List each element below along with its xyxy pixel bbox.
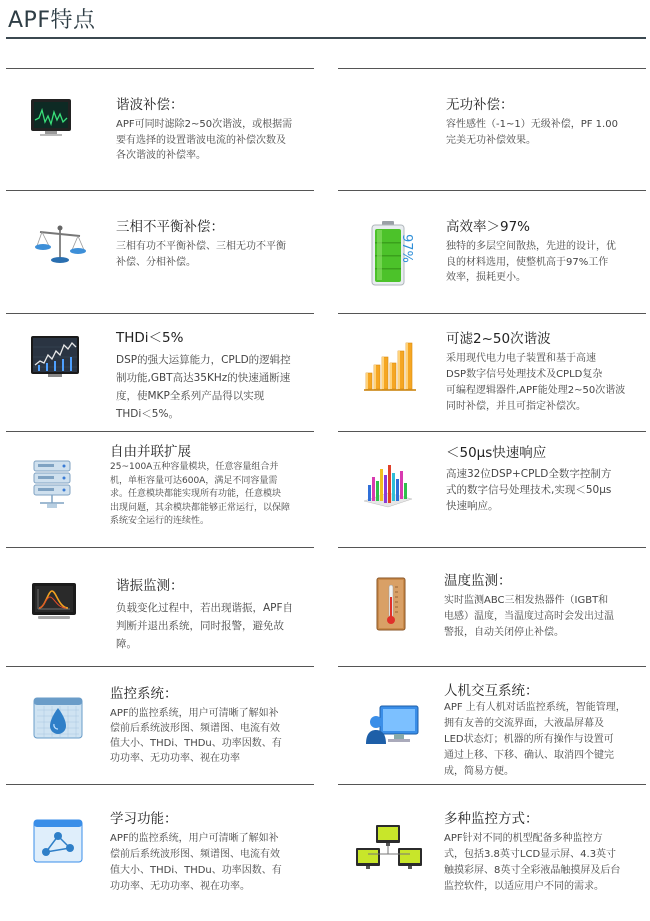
feature-title: 谐波补偿： [116, 97, 184, 113]
feature-description: APF可同时滤除2~50次谐波，或根据需 要有选择的设置谐波电流的补偿次数及 各次谐波的补偿率。 [116, 119, 293, 161]
divider [338, 431, 646, 432]
divider [6, 547, 314, 548]
feature-description: 独特的多层空间散热，先进的设计，优 良的材料选用，使整机高于97%工作 效率，损耗更小。 [446, 241, 616, 283]
divider [6, 431, 314, 432]
divider [6, 666, 314, 667]
feature-reactive [338, 68, 646, 188]
divider [338, 313, 646, 314]
colorful-bars-icon [360, 459, 416, 509]
divider [338, 68, 646, 69]
page-title: APF特点 [8, 8, 96, 33]
feature-description: 容性感性（-1~1）无级补偿，PF 1.00 完美无功补偿效果。 [446, 119, 618, 146]
feature-description: APF 上有人机对话监控系统，智能管理， 拥有友善的交流界面，大液晶屏幕及 LED状态灯；机器的所有操作与设置可 通过上移、下移、确认、取消四个键完 成，简易方便。 [444, 702, 626, 777]
feature-description: APF针对不同的机型配备多种监控方 式，包括3.8英寸LCD显示屏、4.3英寸 触摸彩屏、8英寸全彩液晶触摸屏及后台 监控软件，以适应用户不同的需求。 [444, 833, 621, 892]
feature-response [338, 431, 646, 546]
feature-resonance [6, 547, 314, 665]
feature-title: 监控系统： [110, 686, 178, 702]
divider [6, 784, 314, 785]
feature-title: 谐振监测： [116, 578, 184, 594]
feature-learning [6, 784, 314, 904]
feature-description: 三相有功不平衡补偿、三相无功不平衡 补偿、分相补偿。 [116, 241, 286, 268]
balance-scale-icon [34, 224, 86, 264]
stock-chart-icon [30, 335, 80, 379]
feature-thdi [6, 313, 314, 429]
network-window-icon [32, 818, 84, 864]
feature-title: 温度监测： [444, 573, 512, 589]
feature-title: ＜50μs快速响应 [446, 445, 547, 461]
feature-title: 自由并联扩展 [110, 444, 191, 460]
feature-description: 25~100A五种容量模块，任意容量组合并 机，单柜容量可达600A，满足不同容量需 求。任意模块都能实现所有功能，任意模块 出现问题，其余模块都能够正常运行，以保障 系统安全运行的连续性。 [110, 462, 291, 526]
feature-hmi [338, 666, 646, 782]
feature-title: 高效率＞97% [446, 219, 531, 235]
resonance-monitor-icon [30, 581, 78, 623]
feature-monitor-system [6, 666, 314, 782]
feature-description: APF的监控系统，用户可清晰了解如补 偿前后系统波形图、频谱图、电流有效 值大小、THDi、THDu、功率因数、有 功功率、无功功率、视在功率 [110, 708, 282, 764]
divider [6, 68, 314, 69]
feature-multi-monitor [338, 784, 646, 904]
server-stack-icon [32, 457, 72, 513]
divider [338, 666, 646, 667]
feature-title: 多种监控方式： [444, 811, 539, 827]
efficiency-badge: 97% [399, 234, 414, 263]
multi-monitor-icon [354, 824, 424, 872]
monitor-waveform-icon [30, 98, 72, 138]
feature-title: 学习功能： [110, 811, 178, 827]
feature-description: DSP的强大运算能力，CPLD的逻辑控 制功能,GBT高达35KHz的快速通断速 度，使MKP全系列产品得以实现 THDi＜5%。 [116, 354, 291, 420]
feature-title: 三相不平衡补偿： [116, 219, 224, 235]
divider [6, 313, 314, 314]
feature-parallel [6, 431, 314, 546]
feature-title: 人机交互系统： [444, 683, 539, 699]
feature-description: 高速32位DSP+CPLD全数字控制方 式的数字信号处理技术,实现＜50μs 快速响应。 [446, 468, 612, 512]
feature-unbalance [6, 190, 314, 310]
droplet-window-icon [32, 696, 84, 742]
feature-description: APF的监控系统，用户可清晰了解如补 偿前后系统波形图、频谱图、电流有效 值大小、THDi、THDu、功率因数、有 功功率、无功功率、视在功率。 [110, 833, 282, 892]
feature-description: 负载变化过程中，若出现谐振，APF自 判断并退出系统，同时报警，避免故 障。 [116, 602, 294, 650]
title-divider [6, 37, 646, 39]
feature-title: THDi＜5% [116, 330, 184, 346]
feature-temperature [338, 547, 646, 665]
divider [338, 547, 646, 548]
feature-description: 采用现代电力电子装置和基于高速 DSP数字信号处理技术及CPLD复杂 可编程逻辑器件,APF能处理2~50次谐波 同时补偿，并且可指定补偿次。 [446, 353, 626, 412]
feature-title: 可滤2~50次谐波 [446, 331, 551, 347]
feature-efficiency [338, 190, 646, 310]
feature-harmonic [6, 68, 314, 188]
bar-chart-3d-icon [362, 337, 422, 393]
divider [338, 784, 646, 785]
user-monitor-icon [364, 704, 420, 748]
thermometer-icon [376, 577, 406, 631]
feature-title: 无功补偿： [446, 97, 514, 113]
divider [338, 190, 646, 191]
feature-filter [338, 313, 646, 429]
divider [6, 190, 314, 191]
feature-description: 实时监测ABC三相发热器件（IGBT和 电感）温度，当温度过高时会发出过温 警报，自动关闭停止补偿。 [444, 595, 614, 638]
